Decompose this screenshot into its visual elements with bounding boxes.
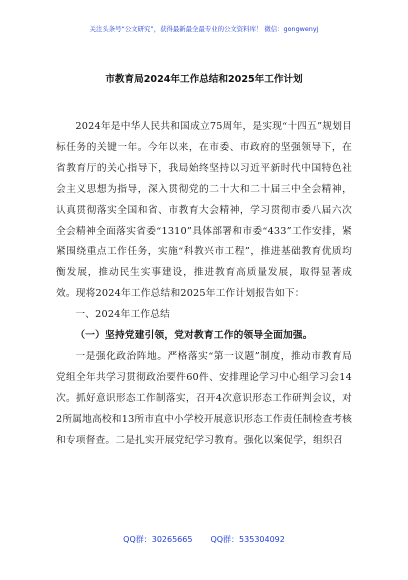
header-banner: 关注头条号“公文研究”，获得最新最全最专业的公文资料库！ 微信：gongwenyj	[89, 25, 319, 33]
footer-qq-group-2: QQ群：535304092	[210, 535, 285, 544]
footer-qq-group-1: QQ群：30265665	[123, 535, 193, 544]
intro-paragraph: 2024年是中华人民共和国成立75周年，是实现“十四五”规划目标任务的关键一年。今年以来，在市委、市政府的坚强领导下，在省教育厅的关心指导下，我局始终坚持以习近平新时代中国特色社会主义思想为指导，深入贯彻党的二十大和二十届三中全会精神，认真贯彻落实全国和省、市教育大会精神，学习贯彻市委八届六次全会精神全面落实省委“1310”具体部署和市委“433”工作安排，紧紧围绕重点工作任务，实施“科教兴市工程”，推进基础教育优质均衡发展，推动民生实事建设，推进教育高质量发展，取得显著成效。现将2024年工作总结和2025年工作计划报告如下：	[56, 121, 352, 300]
document-body	[56, 117, 352, 452]
section-heading: 一、2024年工作总结	[75, 309, 171, 321]
body-paragraph: 一是强化政治阵地。严格落实“第一议题”制度，推动市教育局党组全年共学习贯彻政治要件60件、安排理论学习中心组学习会14次。抓好意识形态工作制落实，召开4次意识形态工作研判会议，对2所属地高校和13所市直中小学校开展意识形态工作责任制检查考核和专项督查。二是扎实开展党纪学习教育。强化以案促学，组织召	[56, 350, 352, 446]
subsection-heading: （一）坚持党建引领，党对教育工作的领导全面加强。	[75, 330, 313, 342]
document-title: 市教育局2024年工作总结和2025年工作计划	[105, 74, 303, 85]
footer-qq-groups	[0, 534, 408, 545]
